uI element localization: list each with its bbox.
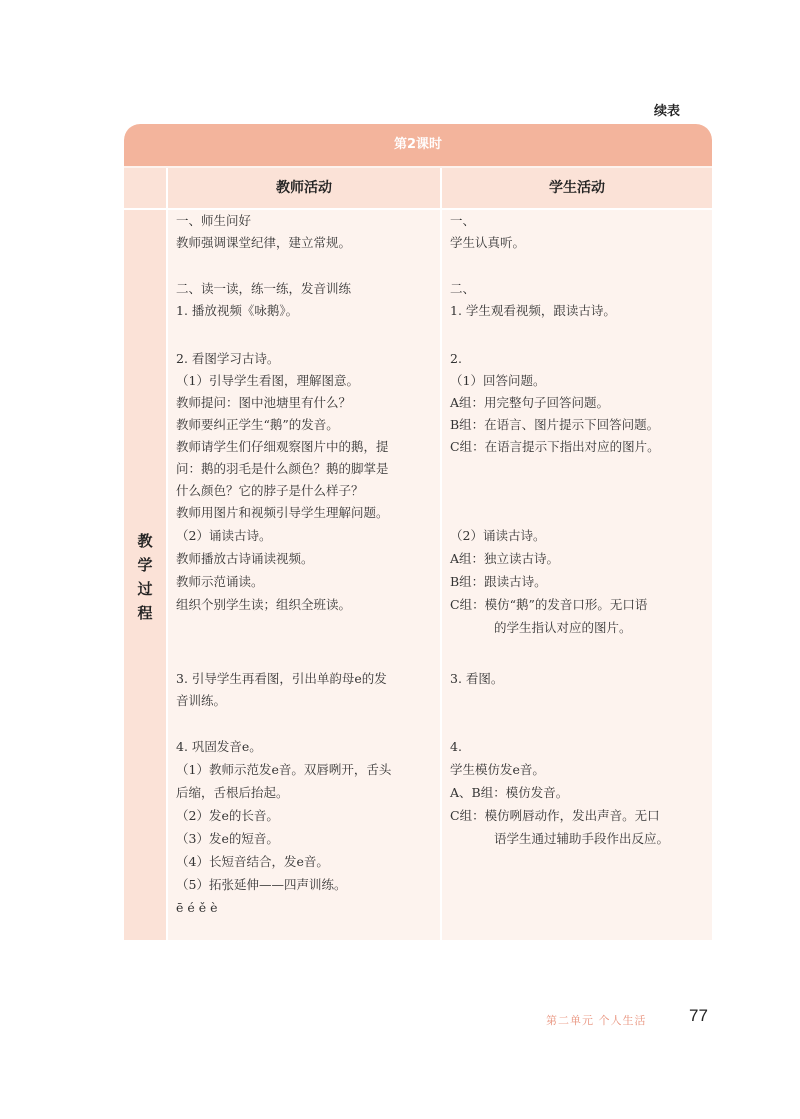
- lesson-table: [124, 124, 712, 940]
- student-line: 4.: [450, 739, 462, 754]
- teacher-activity-header: 教师活动: [168, 168, 440, 208]
- student-line: 学生认真听。: [450, 235, 526, 250]
- teacher-line: 组织个别学生读；组织全班读。: [176, 597, 352, 612]
- teacher-line: 3. 引导学生再看图，引出单韵母e的发: [176, 671, 387, 686]
- student-line: 2.: [450, 351, 462, 366]
- teacher-line: 教师用图片和视频引导学生理解问题。: [176, 505, 389, 520]
- column-divider: [440, 168, 442, 940]
- student-line: 二、: [450, 281, 476, 296]
- side-header-cell: [124, 168, 166, 208]
- teacher-line: 2. 看图学习古诗。: [176, 351, 280, 366]
- teacher-line: 问：鹅的羽毛是什么颜色？鹅的脚掌是: [176, 461, 389, 476]
- student-line: C组：模仿咧唇动作，发出声音。无口: [450, 808, 660, 823]
- student-line: （2）诵读古诗。: [450, 528, 546, 543]
- row-divider: [124, 208, 712, 210]
- teacher-line: 一、师生问好: [176, 213, 252, 228]
- student-line: 1. 学生观看视频，跟读古诗。: [450, 303, 616, 318]
- student-line: 语学生通过辅助手段作出反应。: [494, 831, 670, 846]
- teacher-line: （5）拓张延伸——四声训练。: [176, 877, 347, 892]
- student-line: C组：在语言提示下指出对应的图片。: [450, 439, 660, 454]
- teacher-line: （1）引导学生看图，理解图意。: [176, 373, 359, 388]
- teacher-line: （2）诵读古诗。: [176, 528, 272, 543]
- teacher-line: 4. 巩固发音e。: [176, 739, 262, 754]
- student-line: 3. 看图。: [450, 671, 504, 686]
- unit-title: 第二单元 个人生活: [546, 1014, 647, 1027]
- column-divider: [166, 168, 168, 940]
- teaching-process-label: [124, 529, 166, 625]
- teacher-line: 什么颜色？它的脖子是什么样子？: [176, 483, 364, 498]
- teacher-line: 音训练。: [176, 693, 227, 708]
- teacher-line: （3）发e的短音。: [176, 831, 279, 846]
- side-label-char: 教: [137, 532, 153, 550]
- continued-label: 续表: [654, 104, 681, 119]
- teacher-line: 教师提问：图中池塘里有什么？: [176, 395, 352, 410]
- student-line: 一、: [450, 213, 476, 228]
- student-activity-header: 学生活动: [442, 168, 712, 208]
- side-label-char: 过: [137, 580, 153, 598]
- student-line: 的学生指认对应的图片。: [494, 620, 632, 635]
- student-line: B组：在语言、图片提示下回答问题。: [450, 417, 660, 432]
- student-line: A组：用完整句子回答问题。: [450, 395, 610, 410]
- student-line: B组：跟读古诗。: [450, 574, 547, 589]
- teacher-line: 教师请学生们仔细观察图片中的鹅，提: [176, 439, 389, 454]
- teacher-line: 后缩，舌根后抬起。: [176, 785, 289, 800]
- teacher-line: ē é ě è: [176, 900, 218, 915]
- side-label-char: 程: [137, 604, 153, 622]
- student-line: A组：独立读古诗。: [450, 551, 560, 566]
- student-line: A、B组：模仿发音。: [450, 785, 569, 800]
- side-label-char: 学: [137, 556, 153, 574]
- teacher-line: 教师强调课堂纪律，建立常规。: [176, 235, 352, 250]
- teacher-line: （2）发e的长音。: [176, 808, 279, 823]
- teacher-line: 教师要纠正学生“鹅”的发音。: [176, 417, 339, 432]
- teacher-line: （4）长短音结合，发e音。: [176, 854, 329, 869]
- student-line: 学生模仿发e音。: [450, 762, 545, 777]
- student-line: C组：模仿“鹅”的发音口形。无口语: [450, 597, 648, 612]
- teacher-line: 教师示范诵读。: [176, 574, 264, 589]
- student-line: （1）回答问题。: [450, 373, 546, 388]
- teacher-line: （1）教师示范发e音。双唇咧开，舌头: [176, 762, 392, 777]
- page-number: 77: [689, 1006, 708, 1025]
- teacher-line: 教师播放古诗诵读视频。: [176, 551, 314, 566]
- teacher-line: 1. 播放视频《咏鹅》。: [176, 303, 299, 318]
- lesson-title: 第2课时: [124, 124, 712, 166]
- teacher-line: 二、读一读，练一练，发音训练: [176, 281, 352, 296]
